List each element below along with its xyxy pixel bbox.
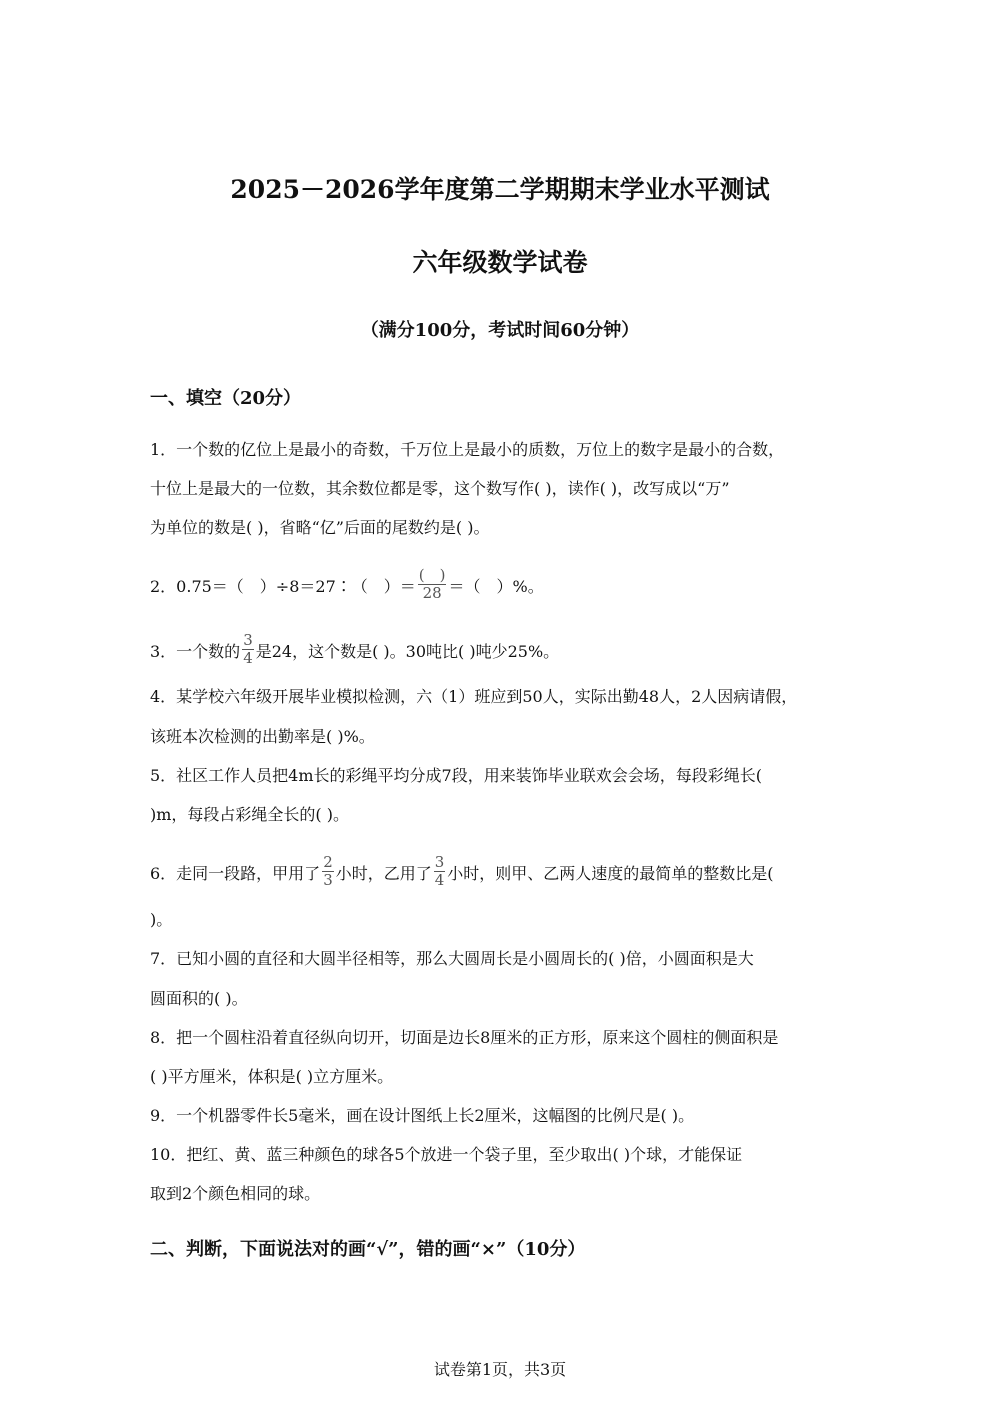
q10-line-1: 10．把红、黄、蓝三种颜色的球各5个放进一个袋子里，至少取出( )个球，才能保证	[150, 1145, 743, 1164]
q6-fraction-1-denominator: 3	[323, 871, 333, 889]
q9-line-1: 9．一个机器零件长5毫米，画在设计图纸上长2厘米，这幅图的比例尺是( )。	[150, 1106, 695, 1125]
q7-line-1: 7．已知小圆的直径和大圆半径相等，那么大圆周长是小圆周长的( )倍，小圆面积是大	[150, 949, 754, 968]
q2-fraction-numerator: ( )	[418, 566, 446, 584]
exam-title: 2025－2026学年度第二学期期末学业水平测试	[230, 175, 770, 204]
q6-fraction-1-numerator: 2	[323, 853, 333, 871]
section-1-title: 一、填空（20分）	[150, 388, 302, 409]
q6-text-b: 小时，乙用了	[335, 864, 432, 883]
exam-note: （满分100分，考试时间60分钟）	[360, 320, 640, 341]
section-2-title: 二、判断，下面说法对的画“√”，错的画“×”（10分）	[150, 1239, 586, 1260]
q6-fraction-1	[322, 854, 334, 889]
q6-line-1	[150, 853, 774, 892]
q5-line-2: )m，每段占彩绳全长的( )。	[150, 805, 349, 824]
q2-fraction-denominator: 28	[422, 584, 442, 602]
q3-fraction	[242, 632, 254, 667]
q10-line-2: 取到2个颜色相同的球。	[150, 1184, 321, 1203]
q6-line-2: )。	[150, 910, 173, 929]
q6-fraction-2-denominator: 4	[434, 871, 445, 889]
q6-text-c: 小时，则甲、乙两人速度的最简单的整数比是(	[447, 864, 774, 883]
q4-line-1: 4．某学校六年级开展毕业模拟检测，六（1）班应到50人，实际出勤48人，2人因病请假，	[150, 687, 798, 706]
q7-line-2: 圆面积的( )。	[150, 989, 248, 1008]
q3-fraction-denominator: 4	[243, 649, 253, 667]
page-footer: 试卷第1页，共3页	[433, 1360, 567, 1379]
q1-line-2: 十位上是最大的一位数，其余数位都是零，这个数写作( )，读作( )，改写成以“万”	[150, 479, 730, 498]
q3-text-b: 是24，这个数是( )。30吨比( )吨少25%。	[255, 642, 560, 661]
q6-text-a: 6．走同一段路，甲用了	[150, 864, 321, 883]
q1-line-3: 为单位的数是( )，省略“亿”后面的尾数约是( )。	[150, 518, 490, 537]
exam-subtitle: 六年级数学试卷	[412, 248, 588, 277]
q5-line-1: 5．社区工作人员把4m长的彩绳平均分成7段，用来装饰毕业联欢会会场，每段彩绳长(	[150, 766, 762, 785]
q2-text-a: 2．0.75＝（ ）÷8＝27∶（ ）＝	[150, 577, 416, 596]
q3-line	[150, 631, 560, 670]
q3-fraction-numerator: 3	[243, 631, 253, 649]
q4-line-2: 该班本次检测的出勤率是( )%。	[150, 727, 375, 746]
q1-line-1: 1．一个数的亿位上是最小的奇数，千万位上是最小的质数，万位上的数字是最小的合数，	[150, 440, 785, 459]
q2-text-b: ＝（ ）%。	[448, 577, 544, 596]
q6-fraction-2	[434, 854, 446, 889]
q8-line-1: 8．把一个圆柱沿着直径纵向切开，切面是边长8厘米的正方形，原来这个圆柱的侧面积是	[150, 1028, 779, 1047]
q6-fraction-2-numerator: 3	[434, 853, 445, 871]
q8-line-2: ( )平方厘米，体积是( )立方厘米。	[150, 1067, 394, 1086]
q2-line	[150, 566, 544, 605]
q2-fraction	[418, 567, 447, 602]
q3-text-a: 3．一个数的	[150, 642, 241, 661]
